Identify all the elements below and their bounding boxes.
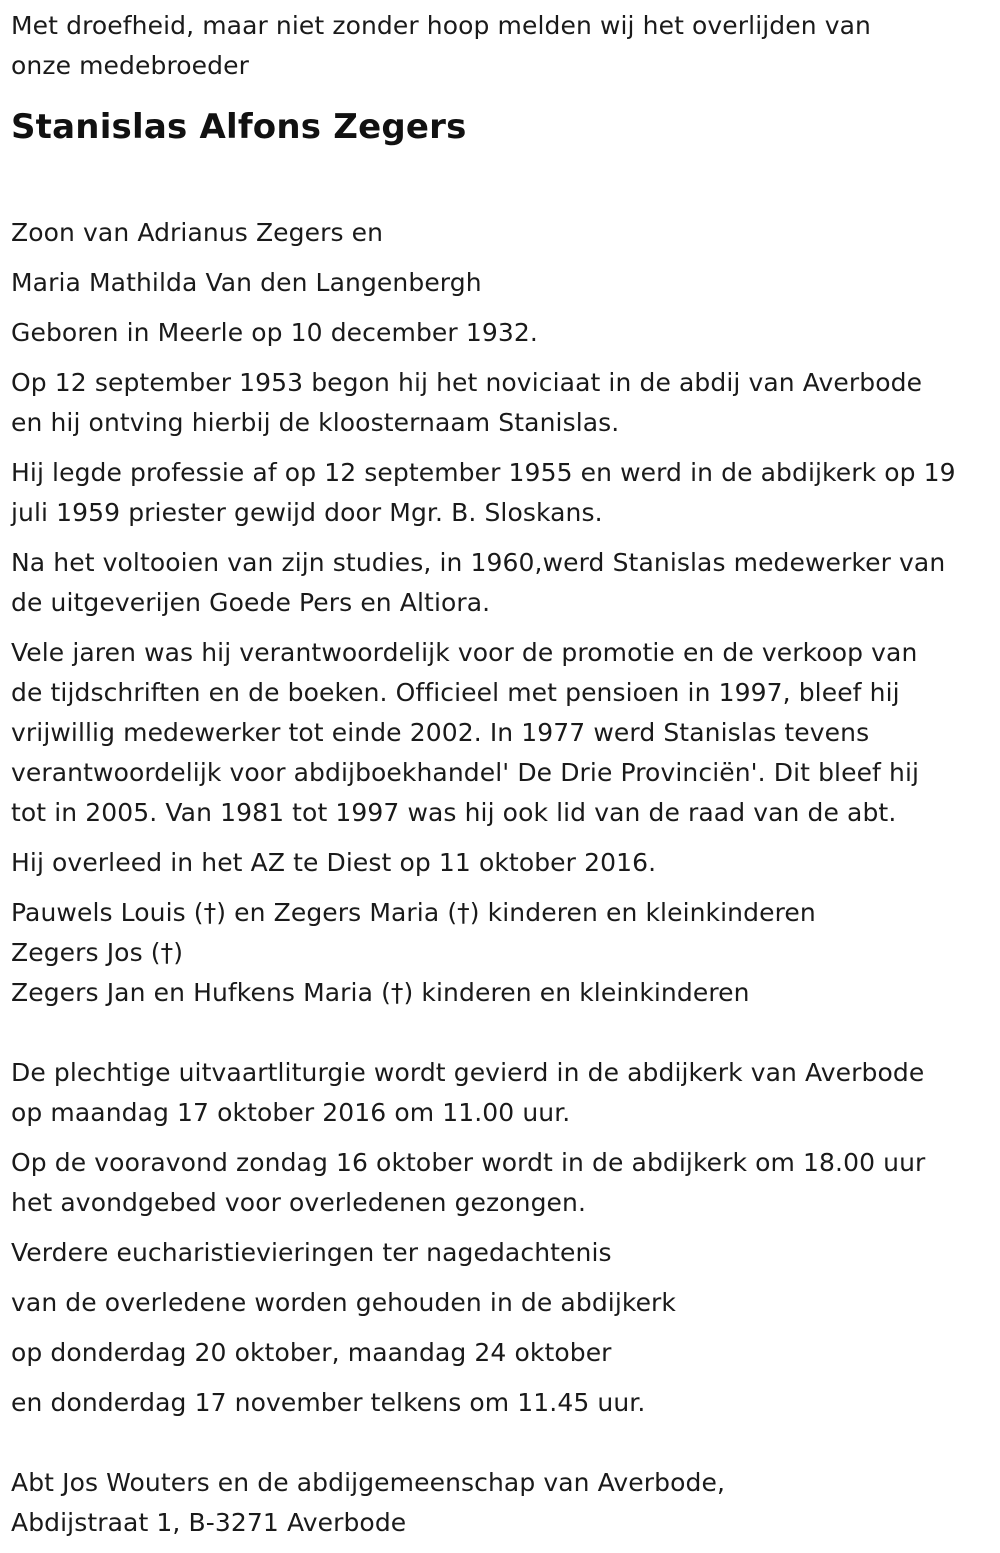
funeral-line: op maandag 17 oktober 2016 om 11.00 uur. (11, 1098, 571, 1127)
career-line: Vele jaren was hij verantwoordelijk voor de promotie en de verkoop van (11, 638, 918, 667)
studies-line: Na het voltooien van zijn studies, in 1960,werd Stanislas medewerker van (11, 548, 946, 577)
family-line: Zegers Jos (†) (11, 938, 184, 967)
family-line: Zegers Jan en Hufkens Maria (†) kinderen en kleinkinderen (11, 978, 750, 1007)
deceased-name: Stanislas Alfons Zegers (11, 107, 467, 147)
intro-line: onze medebroeder (11, 51, 249, 80)
signature-block (11, 1463, 993, 1543)
masses-line: van de overledene worden gehouden in de abdijkerk (11, 1288, 677, 1317)
birth-line: Geboren in Meerle op 10 december 1932. (11, 318, 538, 347)
funeral-line: De plechtige uitvaartliturgie wordt gevierd in de abdijkerk van Averbode (11, 1058, 925, 1087)
family-list (11, 893, 993, 1013)
address-line: Abdijstraat 1, B-3271 Averbode (11, 1508, 407, 1537)
studies-line: de uitgeverijen Goede Pers en Altiora. (11, 588, 491, 617)
birth-paragraph (11, 313, 993, 353)
novitiate-line: Op 12 september 1953 begon hij het noviciaat in de abdij van Averbode (11, 368, 923, 397)
profession-line: Hij legde professie af op 12 september 1955 en werd in de abdijkerk op 19 (11, 458, 956, 487)
intro-line: Met droefheid, maar niet zonder hoop melden wij het overlijden van (11, 11, 872, 40)
profession-line: juli 1959 priester gewijd door Mgr. B. Sloskans. (11, 498, 603, 527)
parents-paragraph (11, 213, 993, 303)
career-line: vrijwillig medewerker tot einde 2002. In 1977 werd Stanislas tevens (11, 718, 870, 747)
parents-line: Maria Mathilda Van den Langenbergh (11, 268, 482, 297)
death-paragraph (11, 843, 993, 883)
career-line: de tijdschriften en de boeken. Officieel met pensioen in 1997, bleef hij (11, 678, 900, 707)
novitiate-line: en hij ontving hierbij de kloosternaam Stanislas. (11, 408, 620, 437)
obituary-notice (11, 6, 993, 1543)
intro-text (11, 6, 993, 86)
masses-paragraph (11, 1233, 993, 1423)
vigil-paragraph (11, 1143, 993, 1223)
masses-line: en donderdag 17 november telkens om 11.45 uur. (11, 1388, 646, 1417)
novitiate-paragraph (11, 363, 993, 443)
funeral-paragraph (11, 1053, 993, 1133)
parents-line: Zoon van Adrianus Zegers en (11, 218, 384, 247)
signature-line: Abt Jos Wouters en de abdijgemeenschap van Averbode, (11, 1468, 726, 1497)
career-line: verantwoordelijk voor abdijboekhandel' De Drie Provinciën'. Dit bleef hij (11, 758, 920, 787)
family-line: Pauwels Louis (†) en Zegers Maria (†) kinderen en kleinkinderen (11, 898, 816, 927)
vigil-line: Op de vooravond zondag 16 oktober wordt in de abdijkerk om 18.00 uur (11, 1148, 926, 1177)
masses-line: op donderdag 20 oktober, maandag 24 oktober (11, 1338, 612, 1367)
career-paragraph (11, 633, 993, 833)
career-line: tot in 2005. Van 1981 tot 1997 was hij ook lid van de raad van de abt. (11, 798, 897, 827)
death-line: Hij overleed in het AZ te Diest op 11 oktober 2016. (11, 848, 657, 877)
profession-paragraph (11, 453, 993, 533)
masses-line: Verdere eucharistievieringen ter nagedachtenis (11, 1238, 612, 1267)
vigil-line: het avondgebed voor overledenen gezongen. (11, 1188, 587, 1217)
studies-paragraph (11, 543, 993, 623)
